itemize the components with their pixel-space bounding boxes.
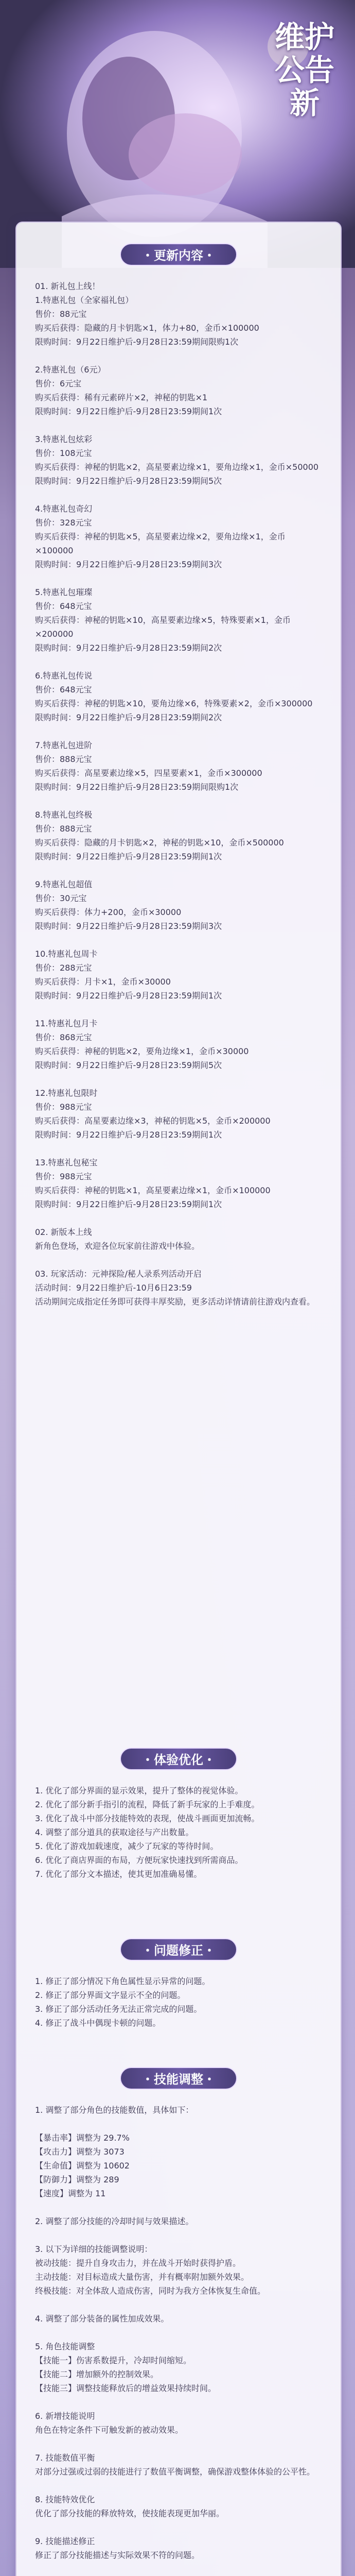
text-line: 8. 技能特效优化 — [35, 2495, 95, 2504]
text-line: 限购时间：9月22日维护后-9月28日23:59期间1次 — [35, 406, 222, 416]
text-line: 1. 调整了部分角色的技能数值，具体如下： — [35, 2105, 194, 2115]
text-line — [35, 2395, 323, 2409]
text-line: 5.特惠礼包璀璨 — [35, 587, 93, 597]
text-line: 新角色登场，欢迎各位玩家前往游戏中体验。 — [35, 1241, 200, 1251]
text-line — [35, 488, 323, 502]
text-line: 3.特惠礼包炫彩 — [35, 434, 93, 444]
text-line: 1. 优化了部分界面的显示效果，提升了整体的视觉体验。 — [35, 1786, 243, 1795]
text-line: 13.特惠礼包秘宝 — [35, 1158, 98, 1167]
section-heading-optimize: ・体验优化・ — [120, 1748, 237, 1770]
text-line: 2. 修正了部分界面文字显示不全的问题。 — [35, 1990, 186, 2000]
text-line: 购买后获得：神秘的钥匙×2，高星要素边缘×1，要角边缘×1，金币×50000 — [35, 462, 319, 472]
text-line — [35, 418, 323, 432]
text-line — [35, 2298, 323, 2312]
text-line: 限购时间：9月22日维护后-9月28日23:59期间1次 — [35, 1130, 222, 1140]
text-line: 3. 以下为详细的技能调整说明： — [35, 2244, 153, 2254]
text-line: 活动期间完成指定任务即可获得丰厚奖励，更多活动详情请前往游戏内查看。 — [35, 1297, 315, 1307]
optimize-content — [35, 1784, 323, 1881]
text-line: 10.特惠礼包周卡 — [35, 949, 98, 959]
text-line: 售价：88元宝 — [35, 309, 87, 319]
text-line: 12.特惠礼包限时 — [35, 1088, 98, 1098]
text-line: 限购时间：9月22日维护后-9月28日23:59期间1次 — [35, 1199, 222, 1209]
text-line: 购买后获得：高星要素边缘×3，神秘的钥匙×5，金币×200000 — [35, 1116, 271, 1126]
text-line: 售价：648元宝 — [35, 601, 92, 611]
text-line: 2. 优化了部分新手指引的流程，降低了新手玩家的上手难度。 — [35, 1800, 260, 1809]
text-line: 【技能三】调整技能释放后的增益效果持续时间。 — [35, 2383, 217, 2393]
text-line: 7. 技能数值平衡 — [35, 2453, 95, 2463]
page-title: 维护公告新 — [274, 20, 334, 121]
text-line: 限购时间：9月22日维护后-9月28日23:59期间2次 — [35, 713, 222, 722]
text-line: 【技能二】增加额外的控制效果。 — [35, 2369, 159, 2379]
text-line — [35, 933, 323, 947]
text-line: 购买后获得：神秘的钥匙×1，高星要素边缘×1，金币×100000 — [35, 1185, 271, 1195]
text-line — [35, 2228, 323, 2242]
text-line: 01. 新礼包上线！ — [35, 281, 100, 291]
text-line: 限购时间：9月22日维护后-9月28日23:59期间1次 — [35, 991, 222, 1001]
text-line: 7. 优化了部分文本描述，使其更加准确易懂。 — [35, 1869, 202, 1879]
text-line: 限购时间：9月22日维护后-9月28日23:59期间5次 — [35, 1060, 222, 1070]
section-heading-update: ・更新内容・ — [120, 243, 237, 266]
text-line: 5. 优化了游戏加载速度，减少了玩家的等待时间。 — [35, 1841, 219, 1851]
text-line — [35, 655, 323, 669]
text-line: 限购时间：9月22日维护后-9月28日23:59期间3次 — [35, 921, 222, 931]
text-line: 4. 修正了战斗中偶现卡顿的问题。 — [35, 2018, 161, 2028]
text-line: 【生命值】调整为 10602 — [35, 2161, 130, 2171]
text-line — [35, 1253, 323, 1267]
text-line: 03. 玩家活动：元神探险/秘人录系列活动开启 — [35, 1269, 202, 1279]
text-line: 限购时间：9月22日维护后-9月28日23:59期间5次 — [35, 476, 222, 486]
text-line: 6. 新增技能说明 — [35, 2411, 95, 2421]
text-line: 购买后获得：高星要素边缘×5，四星要素×1，金币×300000 — [35, 768, 262, 778]
text-line: 2.特惠礼包（6元） — [35, 365, 106, 375]
text-line: 购买后获得：稀有元素碎片×2，神秘的钥匙×1 — [35, 393, 208, 402]
text-line: 3. 修正了部分活动任务无法正常完成的问题。 — [35, 2004, 202, 2014]
text-line: 【暴击率】调整为 29.7% — [35, 2133, 130, 2143]
text-line: 角色在特定条件下可触发新的被动效果。 — [35, 2425, 184, 2435]
text-line — [35, 794, 323, 808]
text-line: 6. 优化了商店界面的布局，方便玩家快速找到所需商品。 — [35, 1855, 243, 1865]
text-line: 售价：988元宝 — [35, 1102, 92, 1112]
text-line: 售价：648元宝 — [35, 685, 92, 694]
section-heading-skill: ・技能调整・ — [120, 2067, 237, 2090]
text-line: 1.特惠礼包（全家福礼包） — [35, 295, 134, 305]
text-line — [35, 1003, 323, 1016]
text-line: 限购时间：9月22日维护后-9月28日23:59期间限购1次 — [35, 782, 239, 792]
text-line: 5. 角色技能调整 — [35, 2342, 95, 2351]
fix-content — [35, 1974, 323, 2030]
text-line — [35, 1142, 323, 1156]
text-line: 购买后获得：神秘的钥匙×10，要角边缘×6，特殊要素×2，金币×300000 — [35, 699, 313, 708]
text-line — [35, 2479, 323, 2493]
text-line — [35, 2437, 323, 2451]
update-content — [35, 279, 323, 1309]
text-line — [35, 2326, 323, 2340]
text-line: 被动技能：提升自身攻击力，并在战斗开始时获得护盾。 — [35, 2258, 241, 2268]
text-line: 4. 调整了部分道具的获取途径与产出数量。 — [35, 1827, 194, 1837]
text-line: 【技能一】伤害系数提升，冷却时间缩短。 — [35, 2355, 192, 2365]
text-line: 7.特惠礼包进阶 — [35, 740, 93, 750]
text-line: 限购时间：9月22日维护后-9月28日23:59期间1次 — [35, 852, 222, 861]
text-line — [35, 1211, 323, 1225]
text-line — [35, 2562, 323, 2576]
section-heading-fix: ・问题修正・ — [120, 1938, 237, 1961]
text-line: 售价：988元宝 — [35, 1172, 92, 1181]
text-line: 2. 调整了部分技能的冷却时间与效果描述。 — [35, 2216, 194, 2226]
text-line: 修正了部分技能描述与实际效果不符的问题。 — [35, 2550, 200, 2560]
text-line: 4. 调整了部分装备的属性加成效果。 — [35, 2314, 169, 2324]
text-line: 11.特惠礼包月卡 — [35, 1019, 98, 1028]
text-line: 9.特惠礼包超值 — [35, 879, 93, 889]
text-line: 购买后获得：神秘的钥匙×5，高星要素边缘×2，要角边缘×1，金币×100000 — [35, 532, 286, 555]
text-line: 售价：288元宝 — [35, 963, 92, 973]
text-line: 购买后获得：隐藏的月卡钥匙×1，体力+80，金币×100000 — [35, 323, 259, 333]
text-line — [35, 2200, 323, 2214]
content-panel — [15, 222, 342, 2576]
text-line: 售价：868元宝 — [35, 1032, 92, 1042]
text-line: 02. 新版本上线 — [35, 1227, 92, 1237]
text-line: 限购时间：9月22日维护后-9月28日23:59期间3次 — [35, 560, 222, 569]
text-line: 售价：6元宝 — [35, 379, 82, 388]
text-line: 6.特惠礼包传说 — [35, 671, 93, 681]
text-line: 优化了部分技能的释放特效，使技能表现更加华丽。 — [35, 2509, 225, 2518]
text-line — [35, 863, 323, 877]
text-line: 1. 修正了部分情况下角色属性显示异常的问题。 — [35, 1976, 210, 1986]
text-line: 限购时间：9月22日维护后-9月28日23:59期间2次 — [35, 643, 222, 653]
text-line — [35, 571, 323, 585]
text-line: 购买后获得：月卡×1，金币×30000 — [35, 977, 171, 987]
text-line: 【防御力】调整为 289 — [35, 2175, 119, 2184]
text-line: 对部分过强或过弱的技能进行了数值平衡调整，确保游戏整体体验的公平性。 — [35, 2467, 315, 2477]
text-line — [35, 2520, 323, 2534]
text-line: 售价：888元宝 — [35, 824, 92, 834]
game-logo — [8, 7, 32, 23]
text-line: 9. 技能描述修正 — [35, 2536, 95, 2546]
text-line: 购买后获得：神秘的钥匙×10，高星要素边缘×5，特殊要素×1，金币×200000 — [35, 615, 291, 639]
text-line — [35, 724, 323, 738]
text-line: 售价：328元宝 — [35, 518, 92, 528]
text-line: 终极技能：对全体敌人造成伤害，同时为我方全体恢复生命值。 — [35, 2286, 266, 2296]
text-line: 活动时间：9月22日维护后-10月6日23:59 — [35, 1283, 192, 1293]
text-line: 售价：30元宝 — [35, 893, 87, 903]
text-line: 购买后获得：隐藏的月卡钥匙×2，神秘的钥匙×10，金币×500000 — [35, 838, 284, 848]
text-line: 【攻击力】调整为 3073 — [35, 2147, 125, 2157]
text-line: 购买后获得：神秘的钥匙×2，要角边缘×1，金币×30000 — [35, 1046, 249, 1056]
text-line — [35, 1072, 323, 1086]
text-line — [35, 349, 323, 363]
text-line — [35, 2117, 323, 2131]
text-line: 8.特惠礼包终极 — [35, 810, 93, 820]
text-line: 【速度】调整为 11 — [35, 2189, 106, 2198]
text-line: 4.特惠礼包奇幻 — [35, 504, 93, 514]
text-line: 3. 优化了战斗中部分技能特效的表现，使战斗画面更加流畅。 — [35, 1814, 260, 1823]
text-line: 售价：888元宝 — [35, 754, 92, 764]
text-line: 限购时间：9月22日维护后-9月28日23:59期间限购1次 — [35, 337, 239, 347]
text-line: 主动技能：对目标造成大量伤害，并有概率附加额外效果。 — [35, 2272, 250, 2282]
skill-content — [35, 2103, 323, 2576]
text-line: 购买后获得：体力+200，金币×30000 — [35, 907, 182, 917]
text-line: 售价：108元宝 — [35, 448, 92, 458]
